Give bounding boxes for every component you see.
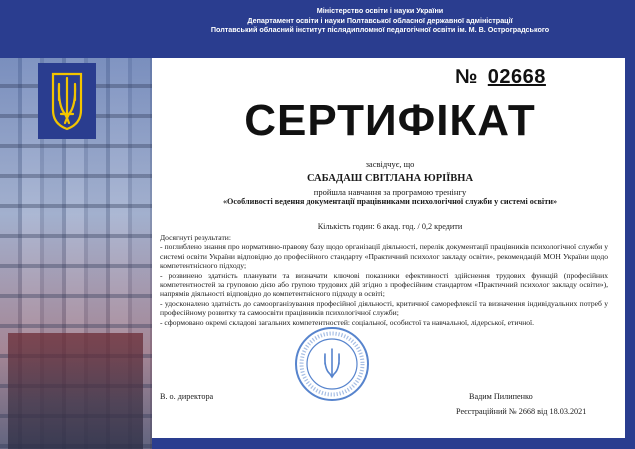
department-line: Департамент освіти і науки Полтавської обласної державної адміністрації <box>247 15 513 25</box>
director-label: В. о. директора <box>160 392 214 401</box>
header-band <box>0 0 635 58</box>
certifies-text: засвідчує, що <box>365 159 415 169</box>
signer-name: Вадим Пилипенко <box>469 392 533 401</box>
institute-line: Полтавський обласний інститут післядипломної педагогічної освіти ім. М. В. Остроградського <box>210 25 550 34</box>
trident-emblem-icon <box>49 70 85 132</box>
result-item: - поглиблено знання про нормативно-правову базу щодо організації діяльності, перелік документації працівників психологічної служби у системі освіти України відповідно до професійного стандарту «Практичний психолог закладу освіти», рекомендацій МОН України щодо компетентнісного підходу; <box>160 242 608 271</box>
hours-text: Кількість годин: 6 акад. год. / 0,2 кредити <box>317 222 463 231</box>
program-title: «Особливості ведення документації працівниками психологічної служби у системі освіти» <box>222 197 558 206</box>
ministry-line: Міністерство освіти і науки України <box>316 6 444 15</box>
completed-text: пройшла навчання за програмою тренінгу <box>313 187 467 197</box>
results-section <box>160 233 608 327</box>
certificate-title: СЕРТИФІКАТ <box>244 96 536 145</box>
right-border <box>625 58 635 449</box>
result-item: - удосконалено здатність до самоорганізування професійної діяльності, критичної саморефлексії та визначення індивідуальних потреб у професійному розвитку та самоосвіти працівників психологічної служби; <box>160 298 608 318</box>
official-stamp-icon <box>293 325 371 403</box>
recipient-name: САБАДАШ СВІТЛАНА ЮРІЇВНА <box>306 173 474 184</box>
result-item: - розвинено здатність планувати та визначати ключові показники ефективності здійснення трудових функцій (професійних компетентностей за груповою дією або групою трудових дій згідно з професійним стандартом «Практичний психолог закладу освіти»), напрямів діяльності відповідно до компетентнісного підходу в освіті; <box>160 270 608 299</box>
certificate-number <box>455 66 546 89</box>
ministry-header <box>170 6 590 35</box>
number-value: 02668 <box>487 66 546 88</box>
number-sign: № <box>455 66 478 88</box>
results-heading: Досягнуті результати: <box>160 233 231 242</box>
bottom-border <box>152 438 635 449</box>
result-item: - сформовано окремі складові загальних компетентностей: соціальної, особистої та навчальної, лідерської, етичної. <box>160 317 535 327</box>
registration-number: Реєстраційний № 2668 від 18.03.2021 <box>456 407 587 416</box>
